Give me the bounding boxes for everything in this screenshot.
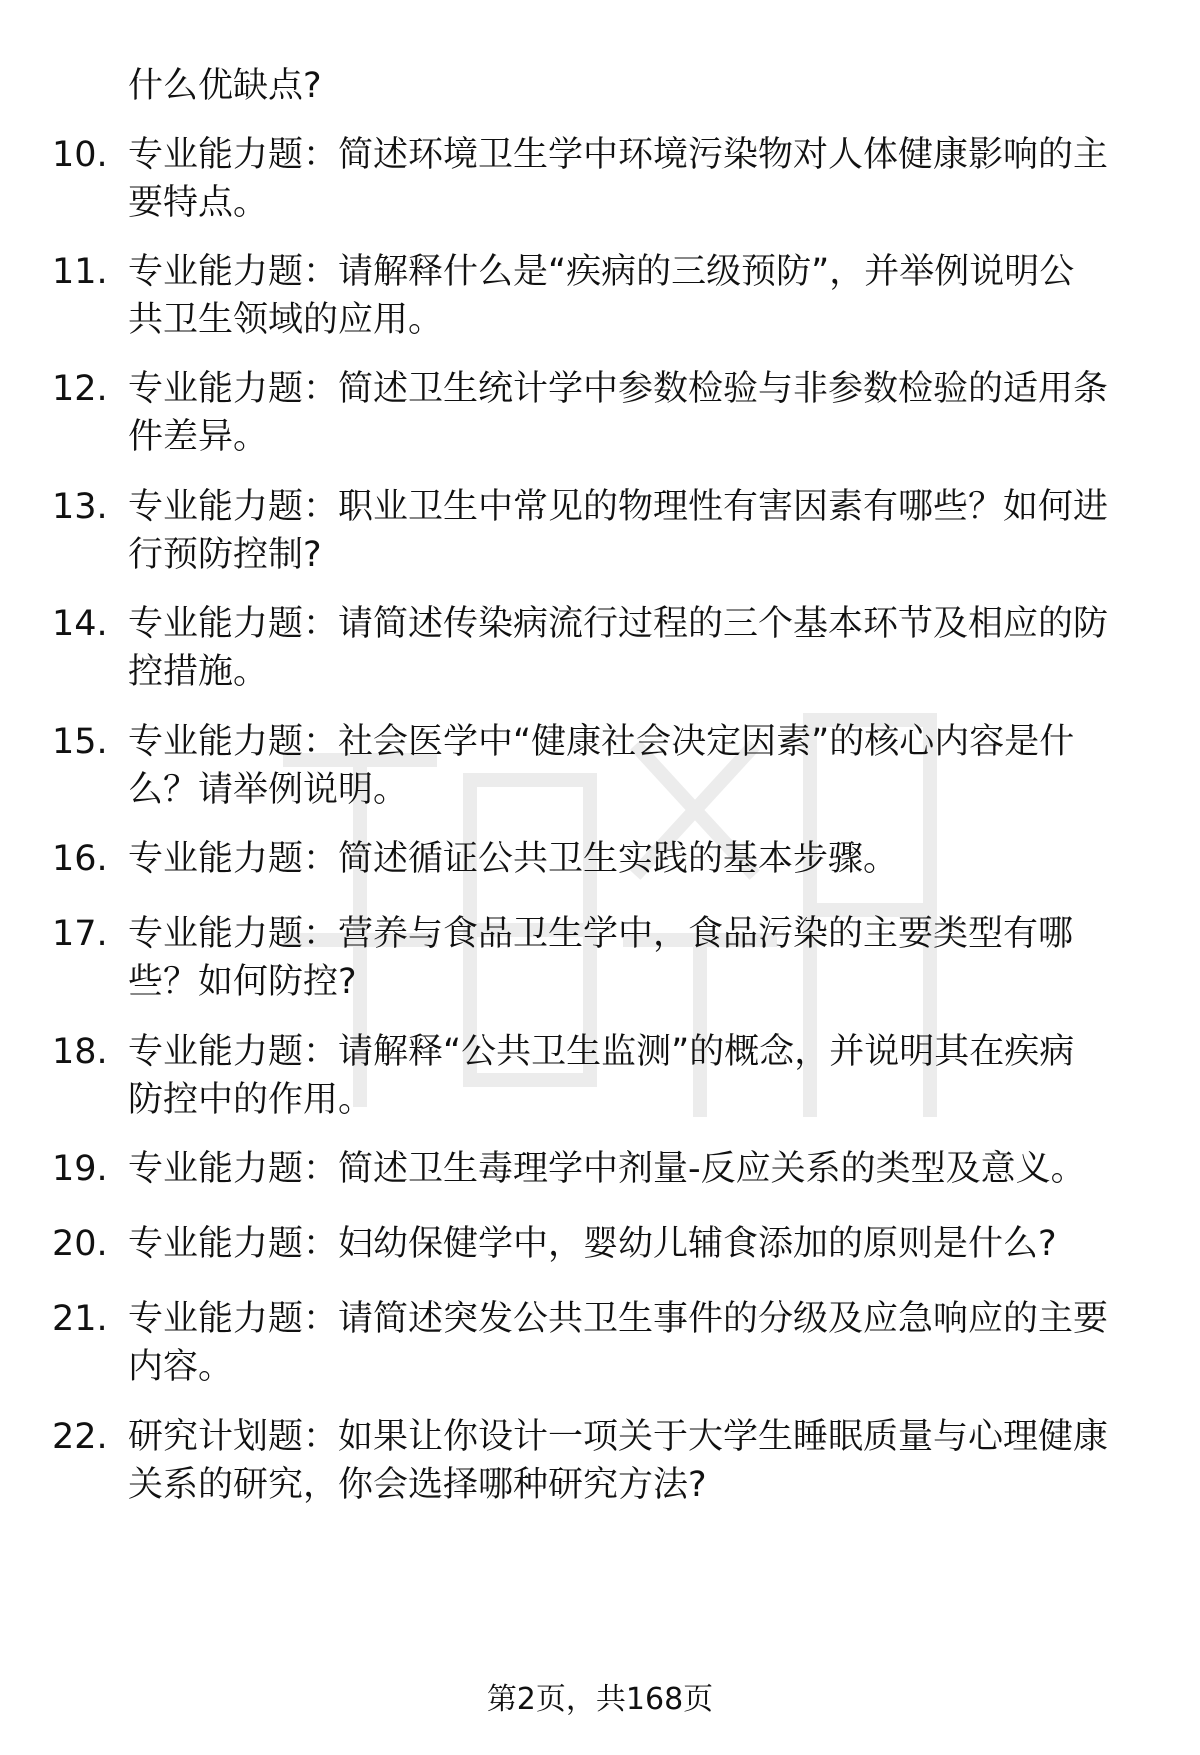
question-number: 19. (52, 1149, 108, 1189)
question-text (128, 910, 1148, 1006)
question-line: 专业能力题：简述卫生统计学中参数检验与非参数检验的适用条 (128, 369, 1109, 409)
question-text (128, 248, 1148, 344)
question-number: 12. (52, 369, 108, 409)
question-number: 11. (52, 252, 108, 292)
question-line: 行预防控制? (128, 535, 322, 575)
question-item (0, 248, 1200, 344)
question-item (0, 718, 1200, 814)
question-item (0, 910, 1200, 1006)
question-line: 要特点。 (128, 183, 269, 223)
question-line: 内容。 (128, 1347, 234, 1387)
question-item (0, 1028, 1200, 1124)
question-text (128, 1220, 1148, 1268)
question-number: 15. (52, 722, 108, 762)
question-item (0, 1413, 1200, 1509)
question-text (128, 1145, 1148, 1193)
question-line: 专业能力题：简述环境卫生学中环境污染物对人体健康影响的主 (128, 135, 1109, 175)
question-line: 专业能力题：简述循证公共卫生实践的基本步骤。 (128, 839, 899, 879)
question-text (128, 1413, 1148, 1509)
question-line: 专业能力题：社会医学中“健康社会决定因素”的核心内容是什 (128, 722, 1075, 762)
question-line: 专业能力题：营养与食品卫生学中，食品污染的主要类型有哪 (128, 914, 1074, 954)
question-number: 10. (52, 135, 108, 175)
question-number: 21. (52, 1299, 108, 1339)
question-text (128, 600, 1148, 696)
question-line: 些？如何防控? (128, 962, 357, 1002)
question-text (128, 365, 1148, 461)
question-line: 专业能力题：请解释“公共卫生监测”的概念，并说明其在疾病 (128, 1032, 1075, 1072)
question-item (0, 365, 1200, 461)
question-text (128, 1295, 1148, 1391)
question-line: 专业能力题：请解释什么是“疾病的三级预防”，并举例说明公 (128, 252, 1075, 292)
question-number: 14. (52, 604, 108, 644)
question-text (128, 483, 1148, 579)
question-text (128, 835, 1148, 883)
question-number: 18. (52, 1032, 108, 1072)
question-item (0, 600, 1200, 696)
question-number: 16. (52, 839, 108, 879)
question-number: 13. (52, 487, 108, 527)
question-item (0, 1295, 1200, 1391)
question-line: 防控中的作用。 (128, 1080, 374, 1120)
question-number: 17. (52, 914, 108, 954)
question-text (128, 718, 1148, 814)
question-line: 共卫生领域的应用。 (128, 300, 444, 340)
question-number: 22. (52, 1417, 108, 1457)
question-item (0, 131, 1200, 227)
question-line: 研究计划题：如果让你设计一项关于大学生睡眠质量与心理健康 (128, 1417, 1109, 1457)
question-line: 专业能力题：妇幼保健学中，婴幼儿辅食添加的原则是什么? (128, 1224, 1057, 1264)
question-line: 么？请举例说明。 (128, 770, 409, 810)
question-line: 控措施。 (128, 652, 269, 692)
page-footer: 第2页，共168页 (486, 1682, 714, 1717)
question-number: 20. (52, 1224, 108, 1264)
question-line: 专业能力题：请简述传染病流行过程的三个基本环节及相应的防 (128, 604, 1109, 644)
question-text (128, 1028, 1148, 1124)
continuation-text: 什么优缺点? (128, 66, 322, 106)
question-line: 件差异。 (128, 417, 269, 457)
question-item (0, 483, 1200, 579)
question-line: 专业能力题：简述卫生毒理学中剂量-反应关系的类型及意义。 (128, 1149, 1086, 1189)
question-line: 关系的研究，你会选择哪种研究方法? (128, 1465, 707, 1505)
question-line: 专业能力题：职业卫生中常见的物理性有害因素有哪些？如何进 (128, 487, 1109, 527)
question-line: 专业能力题：请简述突发公共卫生事件的分级及应急响应的主要 (128, 1299, 1109, 1339)
question-text (128, 131, 1148, 227)
